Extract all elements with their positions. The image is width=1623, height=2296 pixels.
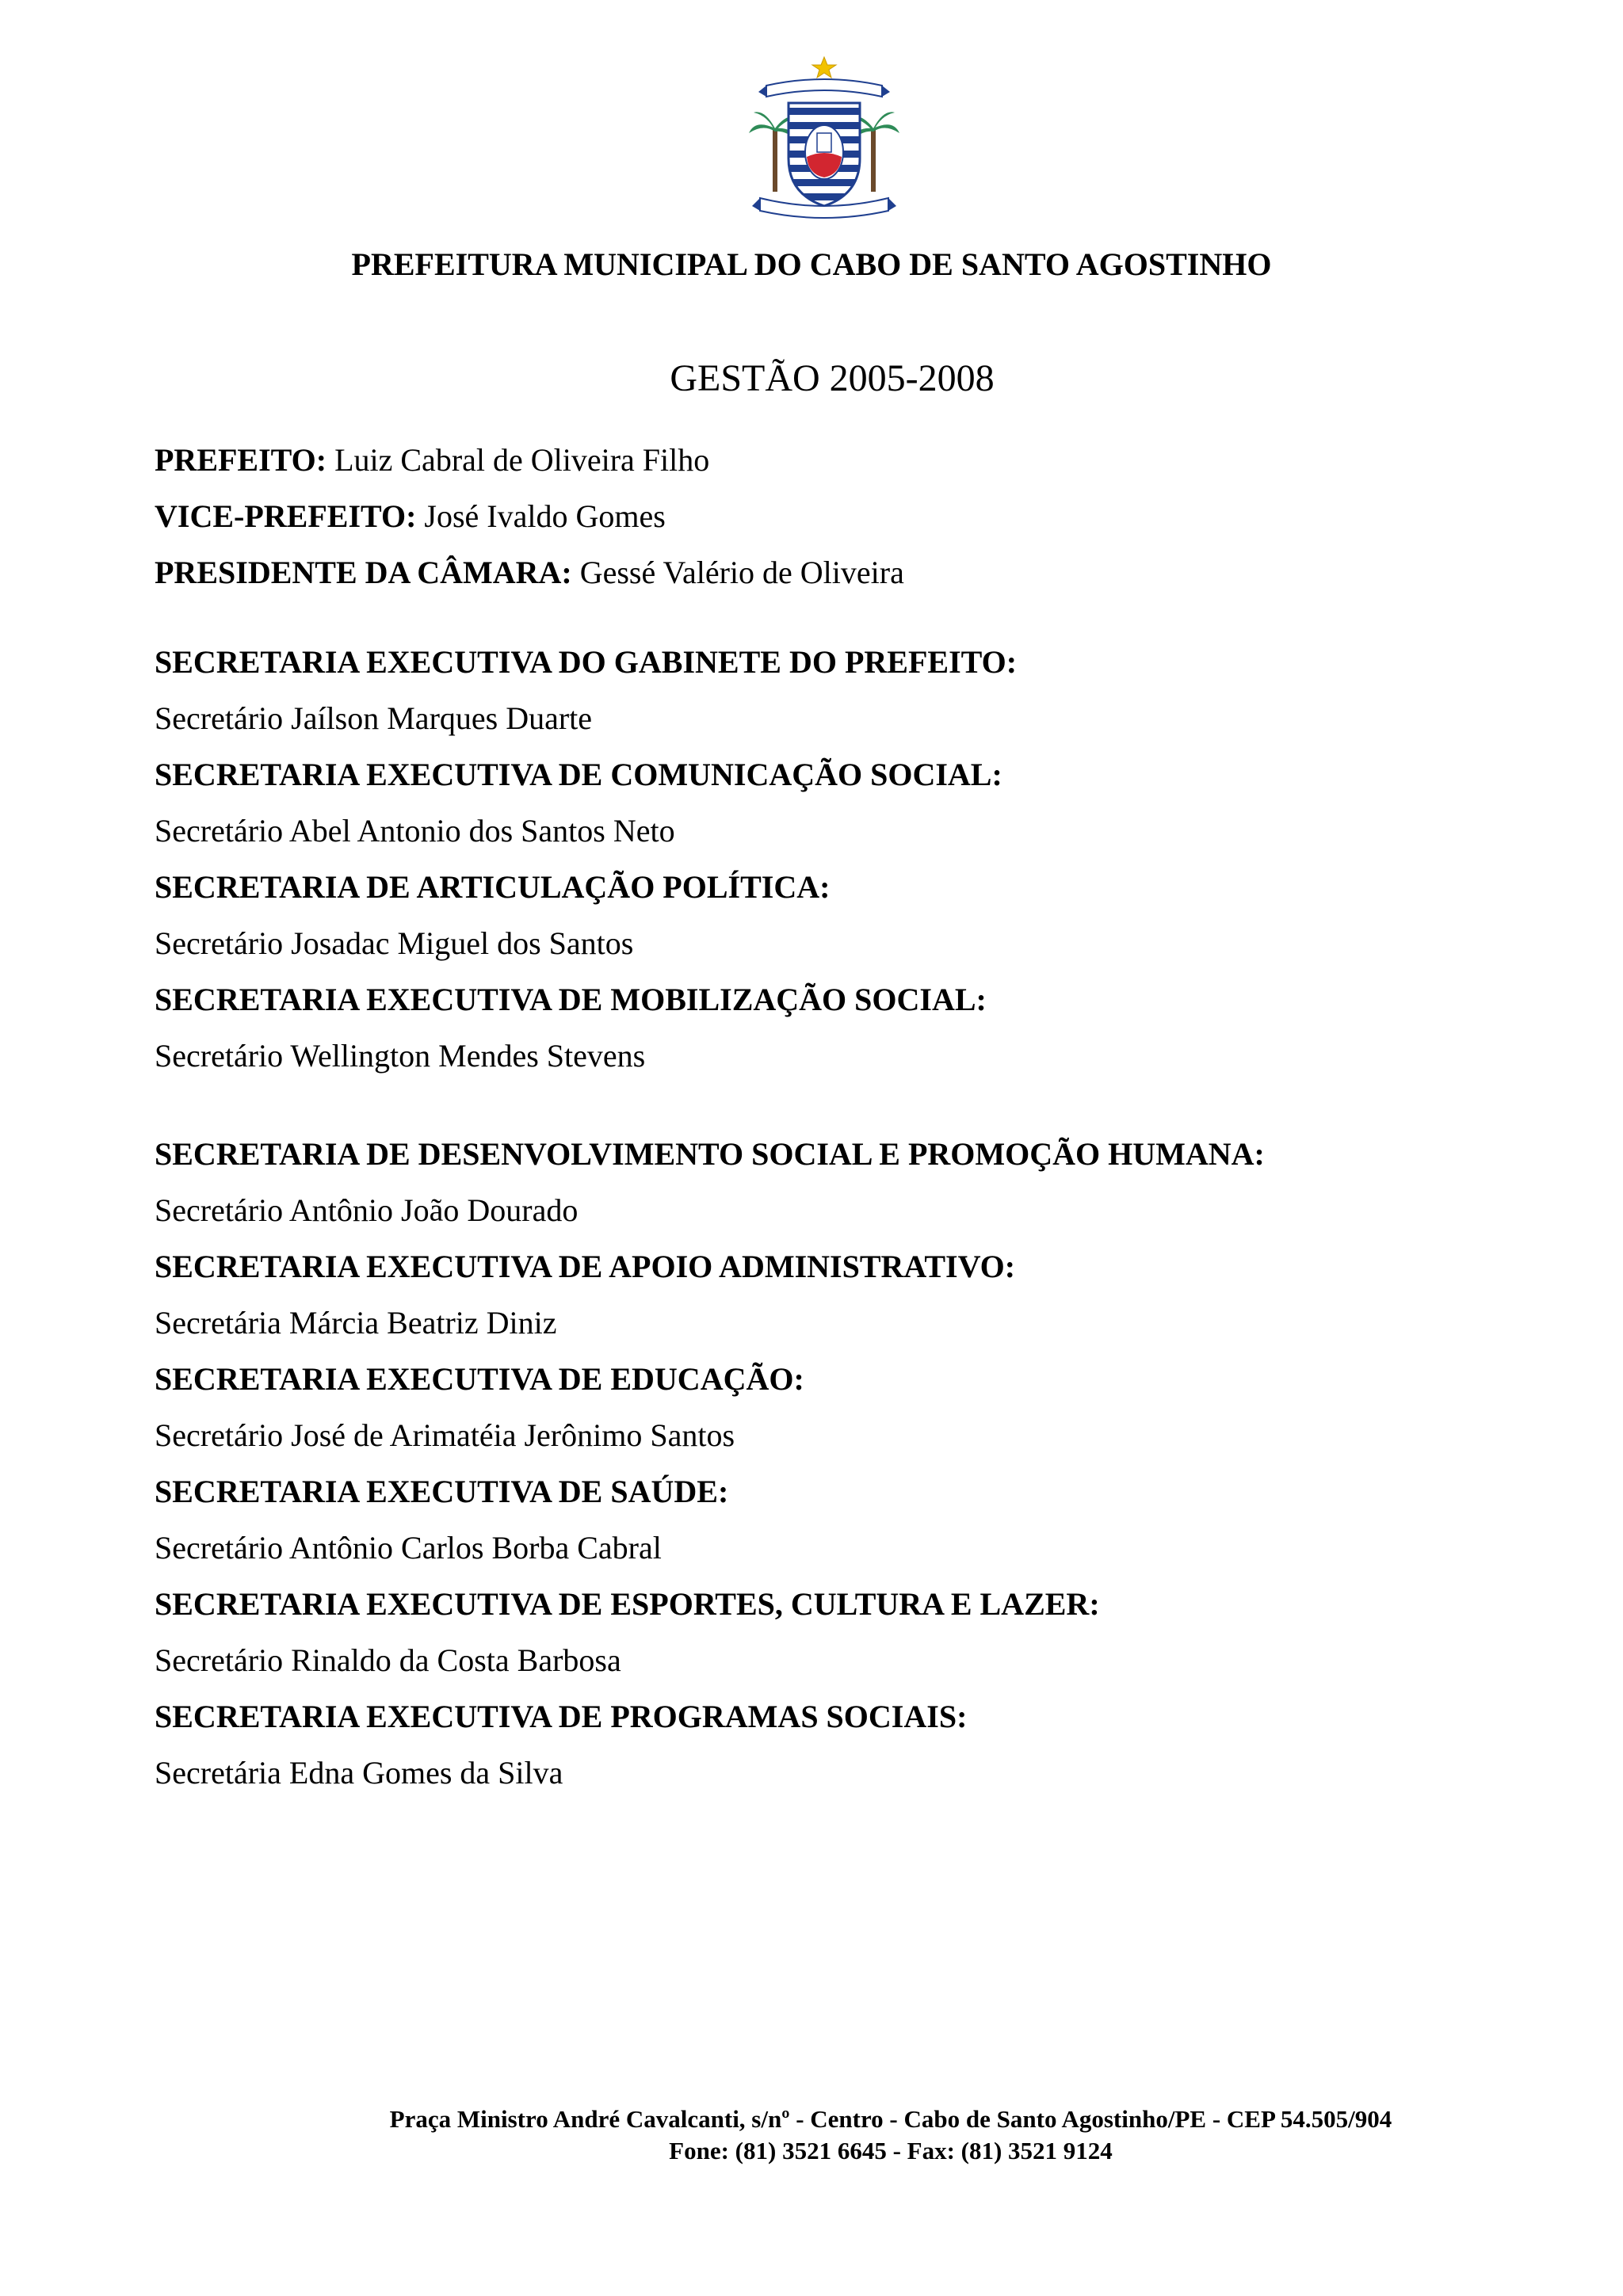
footer-address: Praça Ministro André Cavalcanti, s/nº - Centro - Cabo de Santo Agostinho/PE - CEP 54.505/904	[389, 2105, 1392, 2133]
secretariats-group-2	[155, 1126, 1541, 1801]
secretariat-title: SECRETARIA DE DESENVOLVIMENTO SOCIAL E PROMOÇÃO HUMANA:	[155, 1136, 1265, 1172]
official-role: VICE-PREFEITO:	[155, 498, 417, 534]
secretariat-title: SECRETARIA EXECUTIVA DE SAÚDE:	[155, 1474, 729, 1509]
secretariat-title: SECRETARIA EXECUTIVA DE MOBILIZAÇÃO SOCIAL:	[155, 982, 987, 1017]
official-vice-mayor	[155, 488, 1502, 544]
official-mayor	[155, 432, 1502, 488]
officials-list	[155, 432, 1502, 601]
secretariat-title: SECRETARIA DE ARTICULAÇÃO POLÍTICA:	[155, 869, 831, 905]
organization-name: PREFEITURA MUNICIPAL DO CABO DE SANTO AGOSTINHO	[351, 246, 1272, 282]
secretariat-title: SECRETARIA EXECUTIVA DE EDUCAÇÃO:	[155, 1361, 804, 1397]
footer-phones: Fone: (81) 3521 6645 - Fax: (81) 3521 9124	[669, 2137, 1113, 2164]
secretariat-title: SECRETARIA EXECUTIVA DO GABINETE DO PREFEITO:	[155, 644, 1018, 680]
secretary-name: Secretário Jaílson Marques Duarte	[155, 700, 593, 736]
secretary-name: Secretário Antônio João Dourado	[155, 1192, 579, 1228]
secretariat-title: SECRETARIA EXECUTIVA DE APOIO ADMINISTRATIVO:	[155, 1249, 1016, 1284]
secretary-name: Secretário José de Arimatéia Jerônimo Santos	[155, 1417, 735, 1453]
crest-star-icon	[812, 57, 836, 78]
page-footer	[79, 2103, 1623, 2167]
official-name: José Ivaldo Gomes	[424, 498, 666, 534]
official-name: Luiz Cabral de Oliveira Filho	[334, 442, 710, 478]
secretary-name: Secretário Wellington Mendes Stevens	[155, 1038, 646, 1074]
official-role: PREFEITO:	[155, 442, 327, 478]
official-council-president	[155, 544, 1502, 601]
secretary-name: Secretário Abel Antonio dos Santos Neto	[155, 813, 675, 849]
official-name: Gessé Valério de Oliveira	[579, 555, 904, 590]
secretary-name: Secretário Rinaldo da Costa Barbosa	[155, 1642, 621, 1678]
municipal-crest-logo	[749, 55, 899, 230]
secretariat-title: SECRETARIA EXECUTIVA DE COMUNICAÇÃO SOCIAL:	[155, 757, 1002, 792]
secretariats-group-1	[155, 634, 1541, 1084]
secretary-name: Secretária Edna Gomes da Silva	[155, 1755, 563, 1791]
administration-term: GESTÃO 2005-2008	[670, 357, 995, 399]
secretariat-title: SECRETARIA EXECUTIVA DE PROGRAMAS SOCIAIS:	[155, 1699, 968, 1734]
secretary-name: Secretário Josadac Miguel dos Santos	[155, 925, 634, 961]
secretary-name: Secretário Antônio Carlos Borba Cabral	[155, 1530, 662, 1566]
secretary-name: Secretária Márcia Beatriz Diniz	[155, 1305, 557, 1341]
secretariat-title: SECRETARIA EXECUTIVA DE ESPORTES, CULTURA E LAZER:	[155, 1586, 1100, 1622]
official-role: PRESIDENTE DA CÂMARA:	[155, 555, 572, 590]
